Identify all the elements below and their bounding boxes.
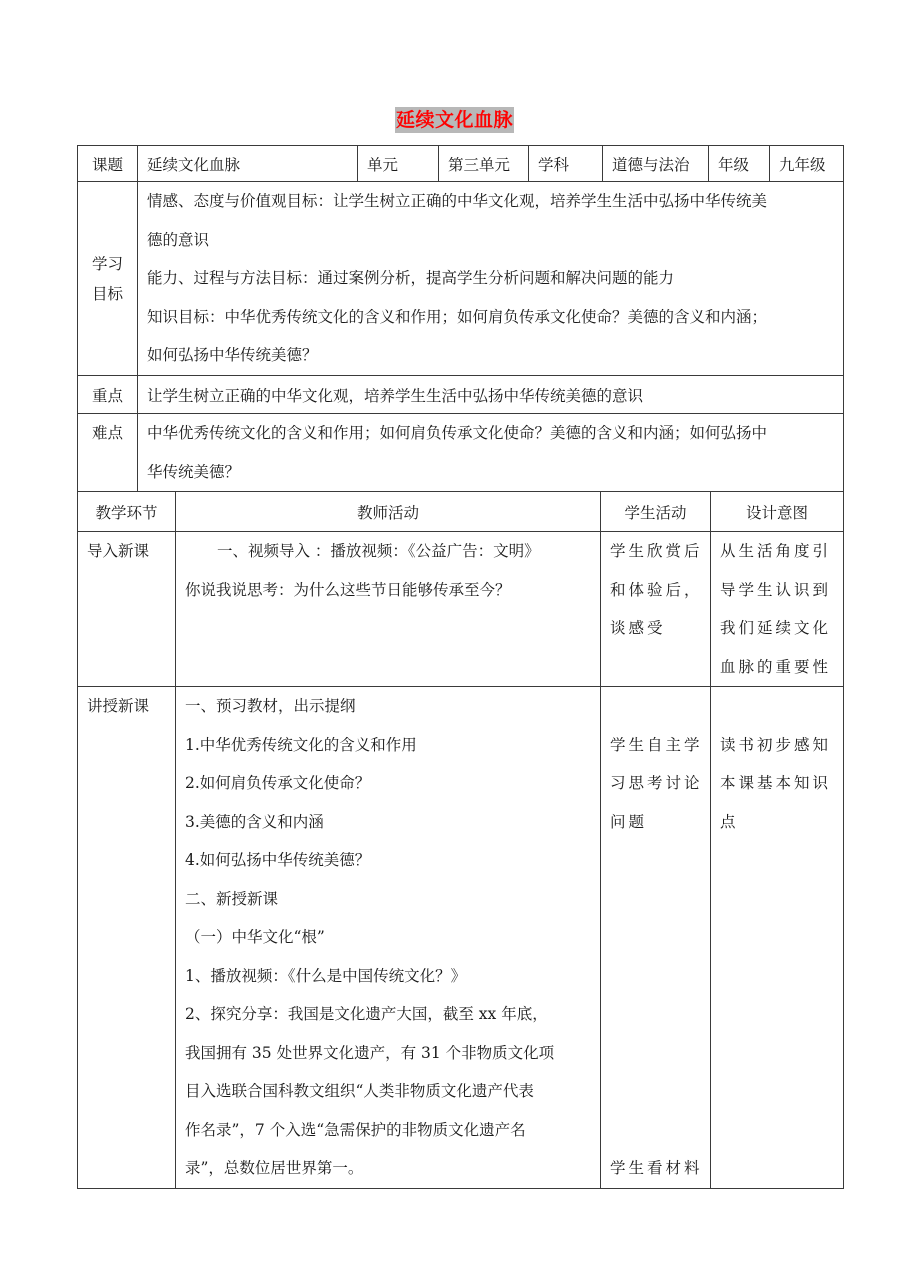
procedure-row-intro [78,532,844,687]
topic-value: 延续文化血脉 [138,146,358,182]
difficulty-text [138,414,844,492]
lesson-info-table [77,145,844,492]
subject-label: 学科 [529,146,603,182]
goals-line: 能力、过程与方法目标：通过案例分析，提高学生分析问题和解决问题的能力 [147,269,675,287]
goals-line: 德的意识 [147,230,210,249]
info-row-difficulty [78,414,844,492]
difficulty-line: 华传统美德？ [147,462,241,481]
goals-line: 如何弘扬中华传统美德？ [147,346,318,364]
goals-label-line1: 学习 [91,254,123,273]
stage-cell: 导入新课 [78,532,176,687]
procedure-header-row [78,492,844,532]
key-point-text: 让学生树立正确的中华文化观，培养学生生活中弘扬中华传统美德的意识 [138,376,844,414]
student-activity-cell: 学生自主学 习思考讨论 问题 学生看材料 [601,687,711,1189]
student-activity-cell: 学生欣赏后 和体验后， 谈感受 [601,532,711,687]
teacher-activity-cell: 一、预习教材，出示提纲 1.中华优秀传统文化的含义和作用 2.如何肩负传承文化使命？ 3.美德的含义和内涵 4.如何弘扬中华传统美德？ 二、新授新课 （一）中华文化“根” 1、播放视频：《什么是中国传统文化？》 2、探究分享：我国是文化遗产大国，截至 xx 年底， 我国拥有 35 处世界文化遗产，有 31 个非物质文化项 目入选联合国科教文组织“人类非物质文化遗产代表 作名录”，7 个入选“急需保护的非物质文化遗产名 录”，总数位居世界第一。 [176,687,601,1189]
document-title: 延续文化血脉 [396,109,514,131]
header-teacher-activity: 教师活动 [176,492,601,532]
key-point-label: 重点 [78,376,138,414]
goals-content [138,182,844,376]
procedure-row-new-lesson [78,687,844,1189]
info-row-goals [78,182,844,376]
goals-line: 知识目标：中华优秀传统文化的含义和作用；如何肩负传承文化使命？美德的含义和内涵； [147,307,768,326]
unit-value: 第三单元 [439,146,529,182]
stage-cell: 讲授新课 [78,687,176,1189]
subject-value: 道德与法治 [603,146,709,182]
goals-line: 情感、态度与价值观目标：让学生树立正确的中华文化观，培养学生生活中弘扬中华传统美 [147,192,768,210]
goals-label-line2: 目标 [91,284,123,303]
difficulty-line: 中华优秀传统文化的含义和作用；如何肩负传承文化使命？美德的含义和内涵；如何弘扬中 [147,424,768,442]
grade-label: 年级 [709,146,770,182]
student-read-material: 学生看材料 [610,1159,703,1177]
goals-label [78,182,138,376]
header-design-intent: 设计意图 [711,492,844,532]
header-stage: 教学环节 [78,492,176,532]
topic-label: 课题 [78,146,138,182]
info-row-key-point [78,376,844,414]
info-row-basic [78,146,844,182]
difficulty-label: 难点 [78,414,138,492]
design-intent-cell: 从生活角度引 导学生认识到 我们延续文化 血脉的重要性 [711,532,844,687]
unit-label: 单元 [358,146,439,182]
grade-value: 九年级 [770,146,844,182]
design-intent-cell: 读书初步感知 本课基本知识 点 [711,687,844,1189]
header-student-activity: 学生活动 [601,492,711,532]
lesson-procedure-table [77,491,844,1189]
teacher-activity-cell: 一、视频导入 ：播放视频：《公益广告：文明》 你说我说思考：为什么这些节日能够传承至今？ [176,532,601,687]
